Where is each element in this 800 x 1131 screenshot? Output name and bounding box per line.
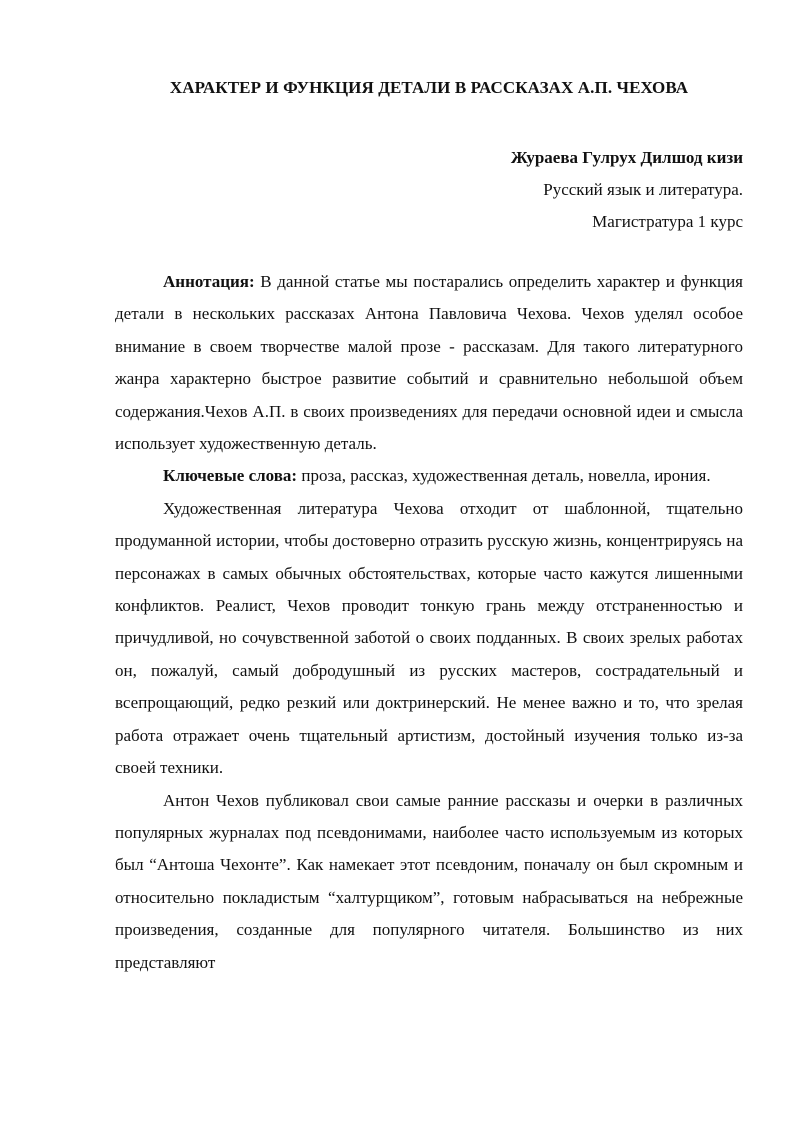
body-paragraph: Художественная литература Чехова отходит от шаблонной, тщательно продуманной истории, чтобы достоверно отразить русскую жизнь, концентрируясь на персонажах в самых обычных обстоятельствах, которые часто кажутся лишенными конфликтов. Реалист, Чехов проводит тонкую грань между отстраненностью и причудливой, но сочувственной заботой о своих подданных. В своих зрелых работах он, пожалуй, самый добродушный из русских мастеров, сострадательный и всепрощающий, редко резкий или доктринерский. Не менее важно и то, что зрелая работа отражает очень тщательный артистизм, достойный изучения только из-за своей техники. xyxy=(115,498,743,778)
author-program: Магистратура 1 курс xyxy=(592,212,743,231)
article-body xyxy=(115,266,743,979)
body-paragraph: Антон Чехов публиковал свои самые ранние рассказы и очерки в различных популярных журналах под псевдонимами, наиболее часто используемым из которых был “Антоша Чехонте”. Как намекает этот псевдоним, поначалу он был скромным и относительно покладистым “халтурщиком”, готовым набрасываться на небрежные произведения, созданные для популярного читателя. Большинство из них представляют xyxy=(115,790,743,972)
keywords-paragraph xyxy=(115,460,743,492)
abstract-paragraph xyxy=(115,266,743,460)
abstract-label: Аннотация: xyxy=(163,272,255,291)
keywords-text: проза, рассказ, художественная деталь, новелла, ирония. xyxy=(297,466,711,486)
abstract-text: В данной статье мы постарались определить характер и функция детали в нескольких рассказах Антона Павловича Чехова. Чехов уделял особое внимание в своем творчестве малой прозе - рассказам. Для такого литературного жанра характерно быстрое развитие событий и сравнительно небольшой объем содержания.Чехов А.П. в своих произведениях для передачи основной идеи и смысла использует художественную деталь. xyxy=(115,272,743,454)
keywords-label: Ключевые слова: xyxy=(163,466,298,486)
document-page xyxy=(115,0,743,1131)
author-name: Жураева Гулрух Дилшод кизи xyxy=(510,148,743,167)
article-title: ХАРАКТЕР И ФУНКЦИЯ ДЕТАЛИ В РАССКАЗАХ А.П. ЧЕХОВА xyxy=(169,78,689,97)
author-field: Русский язык и литература. xyxy=(543,180,743,199)
author-block xyxy=(115,142,743,238)
